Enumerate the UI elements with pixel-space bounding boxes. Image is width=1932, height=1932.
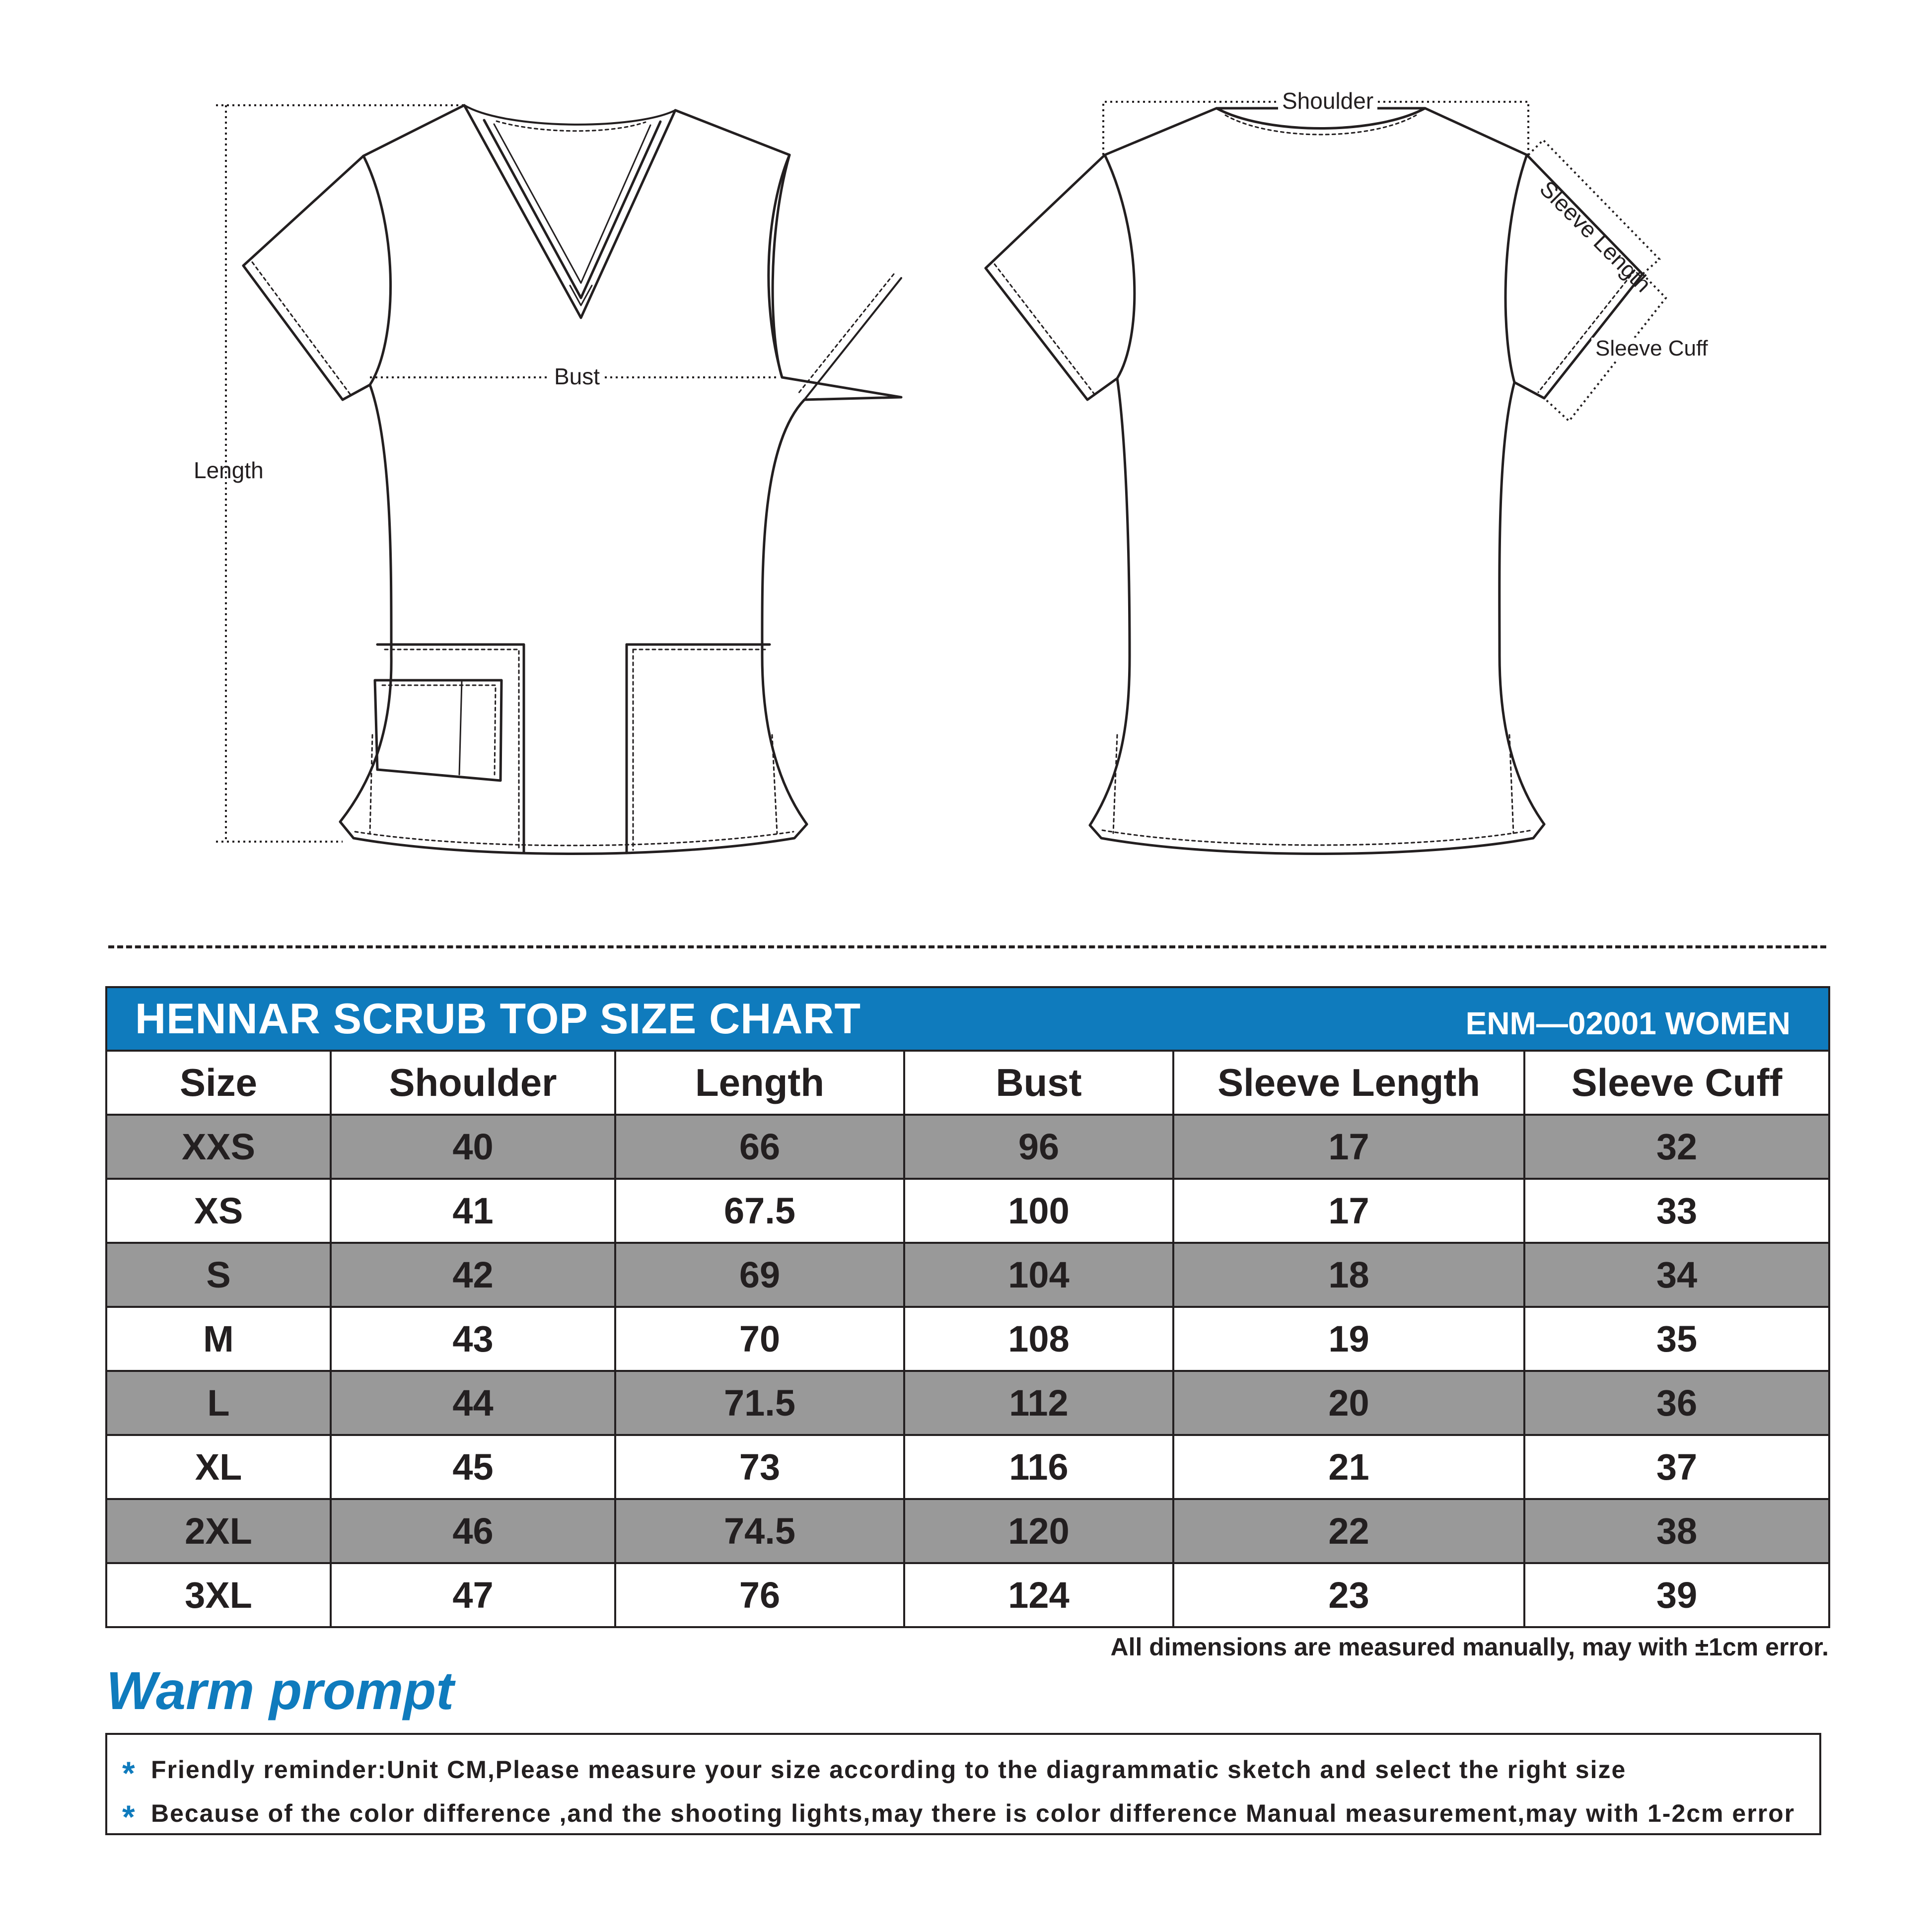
- column-header: Shoulder: [331, 1052, 615, 1115]
- table-cell: 69: [615, 1243, 904, 1307]
- table-cell: 3XL: [107, 1563, 331, 1626]
- table-row: [107, 1307, 1828, 1371]
- column-header: Size: [107, 1052, 331, 1115]
- table-cell: 74.5: [615, 1499, 904, 1563]
- table-cell: XS: [107, 1179, 331, 1243]
- chart-model: ENM—02001 WOMEN: [1465, 1005, 1790, 1041]
- column-header: Sleeve Length: [1173, 1052, 1524, 1115]
- warm-prompt-line: [122, 1748, 1819, 1791]
- table-cell: 41: [331, 1179, 615, 1243]
- sleeve-cuff-label: Sleeve Cuff: [1591, 338, 1712, 359]
- table-cell: 66: [615, 1115, 904, 1179]
- warm-prompt-text: Friendly reminder:Unit CM,Please measure your size according to the diagrammatic sketch and select the right size: [151, 1756, 1627, 1784]
- table-cell: 34: [1524, 1243, 1828, 1307]
- table-row: [107, 1179, 1828, 1243]
- table-cell: 22: [1173, 1499, 1524, 1563]
- table-row: [107, 1115, 1828, 1179]
- sleeve-length-label: Sleeve Length: [1535, 175, 1656, 297]
- back-view-outline: [986, 108, 1643, 854]
- table-cell: 43: [331, 1307, 615, 1371]
- header-row: [107, 1052, 1828, 1115]
- warm-prompt-line: [122, 1791, 1819, 1835]
- table-cell: 112: [904, 1371, 1173, 1435]
- table-cell: S: [107, 1243, 331, 1307]
- asterisk-icon: *: [122, 1755, 136, 1791]
- chart-title: HENNAR SCRUB TOP SIZE CHART: [135, 995, 861, 1043]
- table-cell: 37: [1524, 1435, 1828, 1499]
- table-cell: 20: [1173, 1371, 1524, 1435]
- table-cell: 45: [331, 1435, 615, 1499]
- table-cell: M: [107, 1307, 331, 1371]
- warm-prompt-title: Warm prompt: [106, 1660, 454, 1720]
- table-cell: XXS: [107, 1115, 331, 1179]
- size-table: [107, 1052, 1828, 1626]
- garment-diagram: [0, 0, 1932, 894]
- table-row: [107, 1371, 1828, 1435]
- table-cell: 18: [1173, 1243, 1524, 1307]
- column-header: Length: [615, 1052, 904, 1115]
- table-cell: 39: [1524, 1563, 1828, 1626]
- table-cell: 17: [1173, 1179, 1524, 1243]
- column-header: Bust: [904, 1052, 1173, 1115]
- table-cell: 108: [904, 1307, 1173, 1371]
- table-cell: 40: [331, 1115, 615, 1179]
- table-cell: 73: [615, 1435, 904, 1499]
- table-cell: 47: [331, 1563, 615, 1626]
- table-cell: 23: [1173, 1563, 1524, 1626]
- table-cell: 120: [904, 1499, 1173, 1563]
- table-cell: XL: [107, 1435, 331, 1499]
- table-row: [107, 1435, 1828, 1499]
- table-cell: 33: [1524, 1179, 1828, 1243]
- table-cell: 35: [1524, 1307, 1828, 1371]
- table-cell: 76: [615, 1563, 904, 1626]
- length-label: Length: [194, 457, 264, 483]
- table-cell: 116: [904, 1435, 1173, 1499]
- table-cell: 17: [1173, 1115, 1524, 1179]
- shoulder-label: Shoulder: [1278, 89, 1377, 112]
- table-cell: 124: [904, 1563, 1173, 1626]
- table-cell: 36: [1524, 1371, 1828, 1435]
- column-header: Sleeve Cuff: [1524, 1052, 1828, 1115]
- bust-label: Bust: [550, 365, 604, 388]
- front-view-outline: [243, 105, 901, 854]
- table-cell: 104: [904, 1243, 1173, 1307]
- warm-prompt-box: [105, 1733, 1821, 1835]
- table-cell: 44: [331, 1371, 615, 1435]
- table-cell: L: [107, 1371, 331, 1435]
- garment-sketch: [0, 0, 1932, 894]
- measurement-note: All dimensions are measured manually, may with ±1cm error.: [1110, 1633, 1829, 1661]
- table-cell: 70: [615, 1307, 904, 1371]
- table-row: [107, 1243, 1828, 1307]
- warm-prompt-text: Because of the color difference ,and the shooting lights,may there is color difference Manual measurement,may with 1-2cm error: [151, 1799, 1795, 1827]
- size-chart: [105, 986, 1830, 1628]
- table-cell: 42: [331, 1243, 615, 1307]
- table-row: [107, 1499, 1828, 1563]
- table-row: [107, 1563, 1828, 1626]
- table-cell: 100: [904, 1179, 1173, 1243]
- table-cell: 19: [1173, 1307, 1524, 1371]
- asterisk-icon: *: [122, 1798, 136, 1835]
- table-cell: 46: [331, 1499, 615, 1563]
- table-cell: 38: [1524, 1499, 1828, 1563]
- section-divider: [108, 945, 1826, 948]
- table-cell: 71.5: [615, 1371, 904, 1435]
- table-cell: 67.5: [615, 1179, 904, 1243]
- dimension-lines: [216, 102, 1666, 842]
- table-cell: 96: [904, 1115, 1173, 1179]
- chart-header: [107, 988, 1828, 1052]
- table-cell: 32: [1524, 1115, 1828, 1179]
- table-cell: 21: [1173, 1435, 1524, 1499]
- table-cell: 2XL: [107, 1499, 331, 1563]
